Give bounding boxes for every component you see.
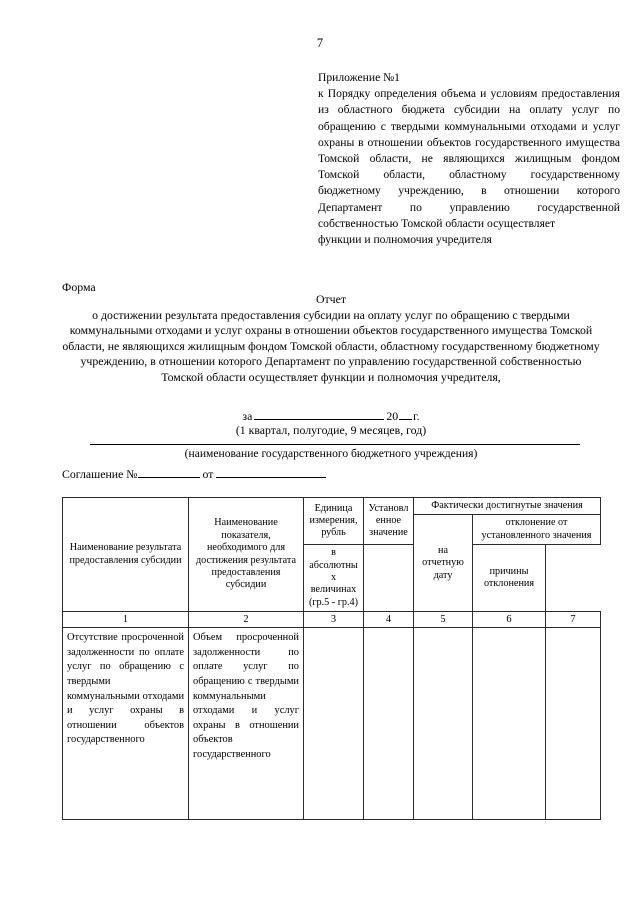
agreement-number-field[interactable] xyxy=(138,466,200,478)
cell-on-reporting-date[interactable] xyxy=(414,628,473,820)
table-header-result-name: Наименование результата предоставления субсидии xyxy=(63,498,189,612)
col-number-2: 2 xyxy=(189,612,304,628)
appendix-reference-block xyxy=(318,70,620,248)
cell-established-value[interactable] xyxy=(364,628,414,820)
cell-indicator-name[interactable]: Объем просроченной задолженности по оплате услуг по обращению с твердыми коммунальными отходами и услуг охраны в отношении объектов государственного xyxy=(189,628,304,820)
col-number-1: 1 xyxy=(63,612,189,628)
document-subheading: о достижении результата предоставления субсидии на оплату услуг по обращению с твердыми коммунальными отходами и услуг охраны в отношении объектов государственного имущества Томской области, не являющихся жилищным фондом Томской области, областному государственному бюджетному учреждению, в отношении которого Департамент по управлению государственной собственностью Томской области осуществляет функции и полномочия учредителя, xyxy=(62,307,600,384)
table-header-indicator-name: Наименование показателя, необходимого для достижения результата предоставления субсидии xyxy=(189,498,304,612)
col-number-7: 7 xyxy=(546,612,601,628)
table-header-unit: Единица измерения, рубль xyxy=(304,498,364,545)
document-heading: Отчет xyxy=(316,292,346,306)
table-row xyxy=(63,628,601,820)
col-number-5: 5 xyxy=(414,612,473,628)
period-hint: (1 квартал, полугодие, 9 месяцев, год) xyxy=(235,423,427,437)
col-number-6: 6 xyxy=(473,612,546,628)
institution-name-caption: (наименование государственного бюджетного учреждения) xyxy=(184,447,478,460)
table-header-actual-values-group: Фактически достигнутые значения xyxy=(414,498,601,515)
period-year-blank-field[interactable] xyxy=(399,408,412,420)
col-number-4: 4 xyxy=(364,612,414,628)
table-column-number-row xyxy=(63,612,601,628)
form-label: Форма xyxy=(62,280,96,294)
cell-deviation-reasons[interactable] xyxy=(546,628,601,820)
period-year-prefix: 20 xyxy=(386,409,399,423)
agreement-line xyxy=(62,466,326,483)
appendix-last-line: функции и полномочия учредителя xyxy=(318,233,492,247)
table-header-row-1 xyxy=(63,498,601,515)
cell-unit[interactable] xyxy=(304,628,364,820)
period-year-suffix: г. xyxy=(413,409,420,423)
institution-name-rule[interactable] xyxy=(90,444,580,445)
document-title-block xyxy=(62,292,600,386)
table-header-unit-spacer xyxy=(364,545,414,612)
period-blank-field[interactable] xyxy=(254,408,384,420)
page-number: 7 xyxy=(316,36,324,50)
agreement-from-label: от xyxy=(202,467,214,481)
table-header-absolute-deviation: в абсолютных величинах (гр.5 - гр.4) xyxy=(304,545,364,612)
appendix-title: Приложение №1 xyxy=(318,71,400,84)
table-header-deviation-group: отклонение от установленного значения xyxy=(473,515,601,545)
period-prefix: за xyxy=(242,409,253,423)
appendix-body: к Порядку определения объема и условиям предоставления из областного бюджета субсидии на оплату услуг по обращению с твердыми коммунальными отходами и услуг охраны в отношении объектов государственного имущества Томской области, не являющихся жилищным фондом Томской области, областному государственному бюджетному учреждению, в отношении которого Департамент по управлению государственной собственностью Томской области осуществляет xyxy=(318,87,620,230)
cell-result-name[interactable]: Отсутствие просроченной задолженности по оплате услуг по обращению с твердыми коммунальными отходами и услуг охраны в отношении объектов государственного xyxy=(63,628,189,820)
col-number-3: 3 xyxy=(304,612,364,628)
table-header-on-reporting-date: на отчетную дату xyxy=(414,515,473,612)
table-header-established-value: Установленное значение xyxy=(364,498,414,545)
report-table xyxy=(62,497,601,820)
cell-absolute-deviation[interactable] xyxy=(473,628,546,820)
table-header-deviation-reasons: причины отклонения xyxy=(473,545,546,612)
agreement-date-field[interactable] xyxy=(216,466,326,478)
agreement-label: Соглашение № xyxy=(62,467,138,481)
